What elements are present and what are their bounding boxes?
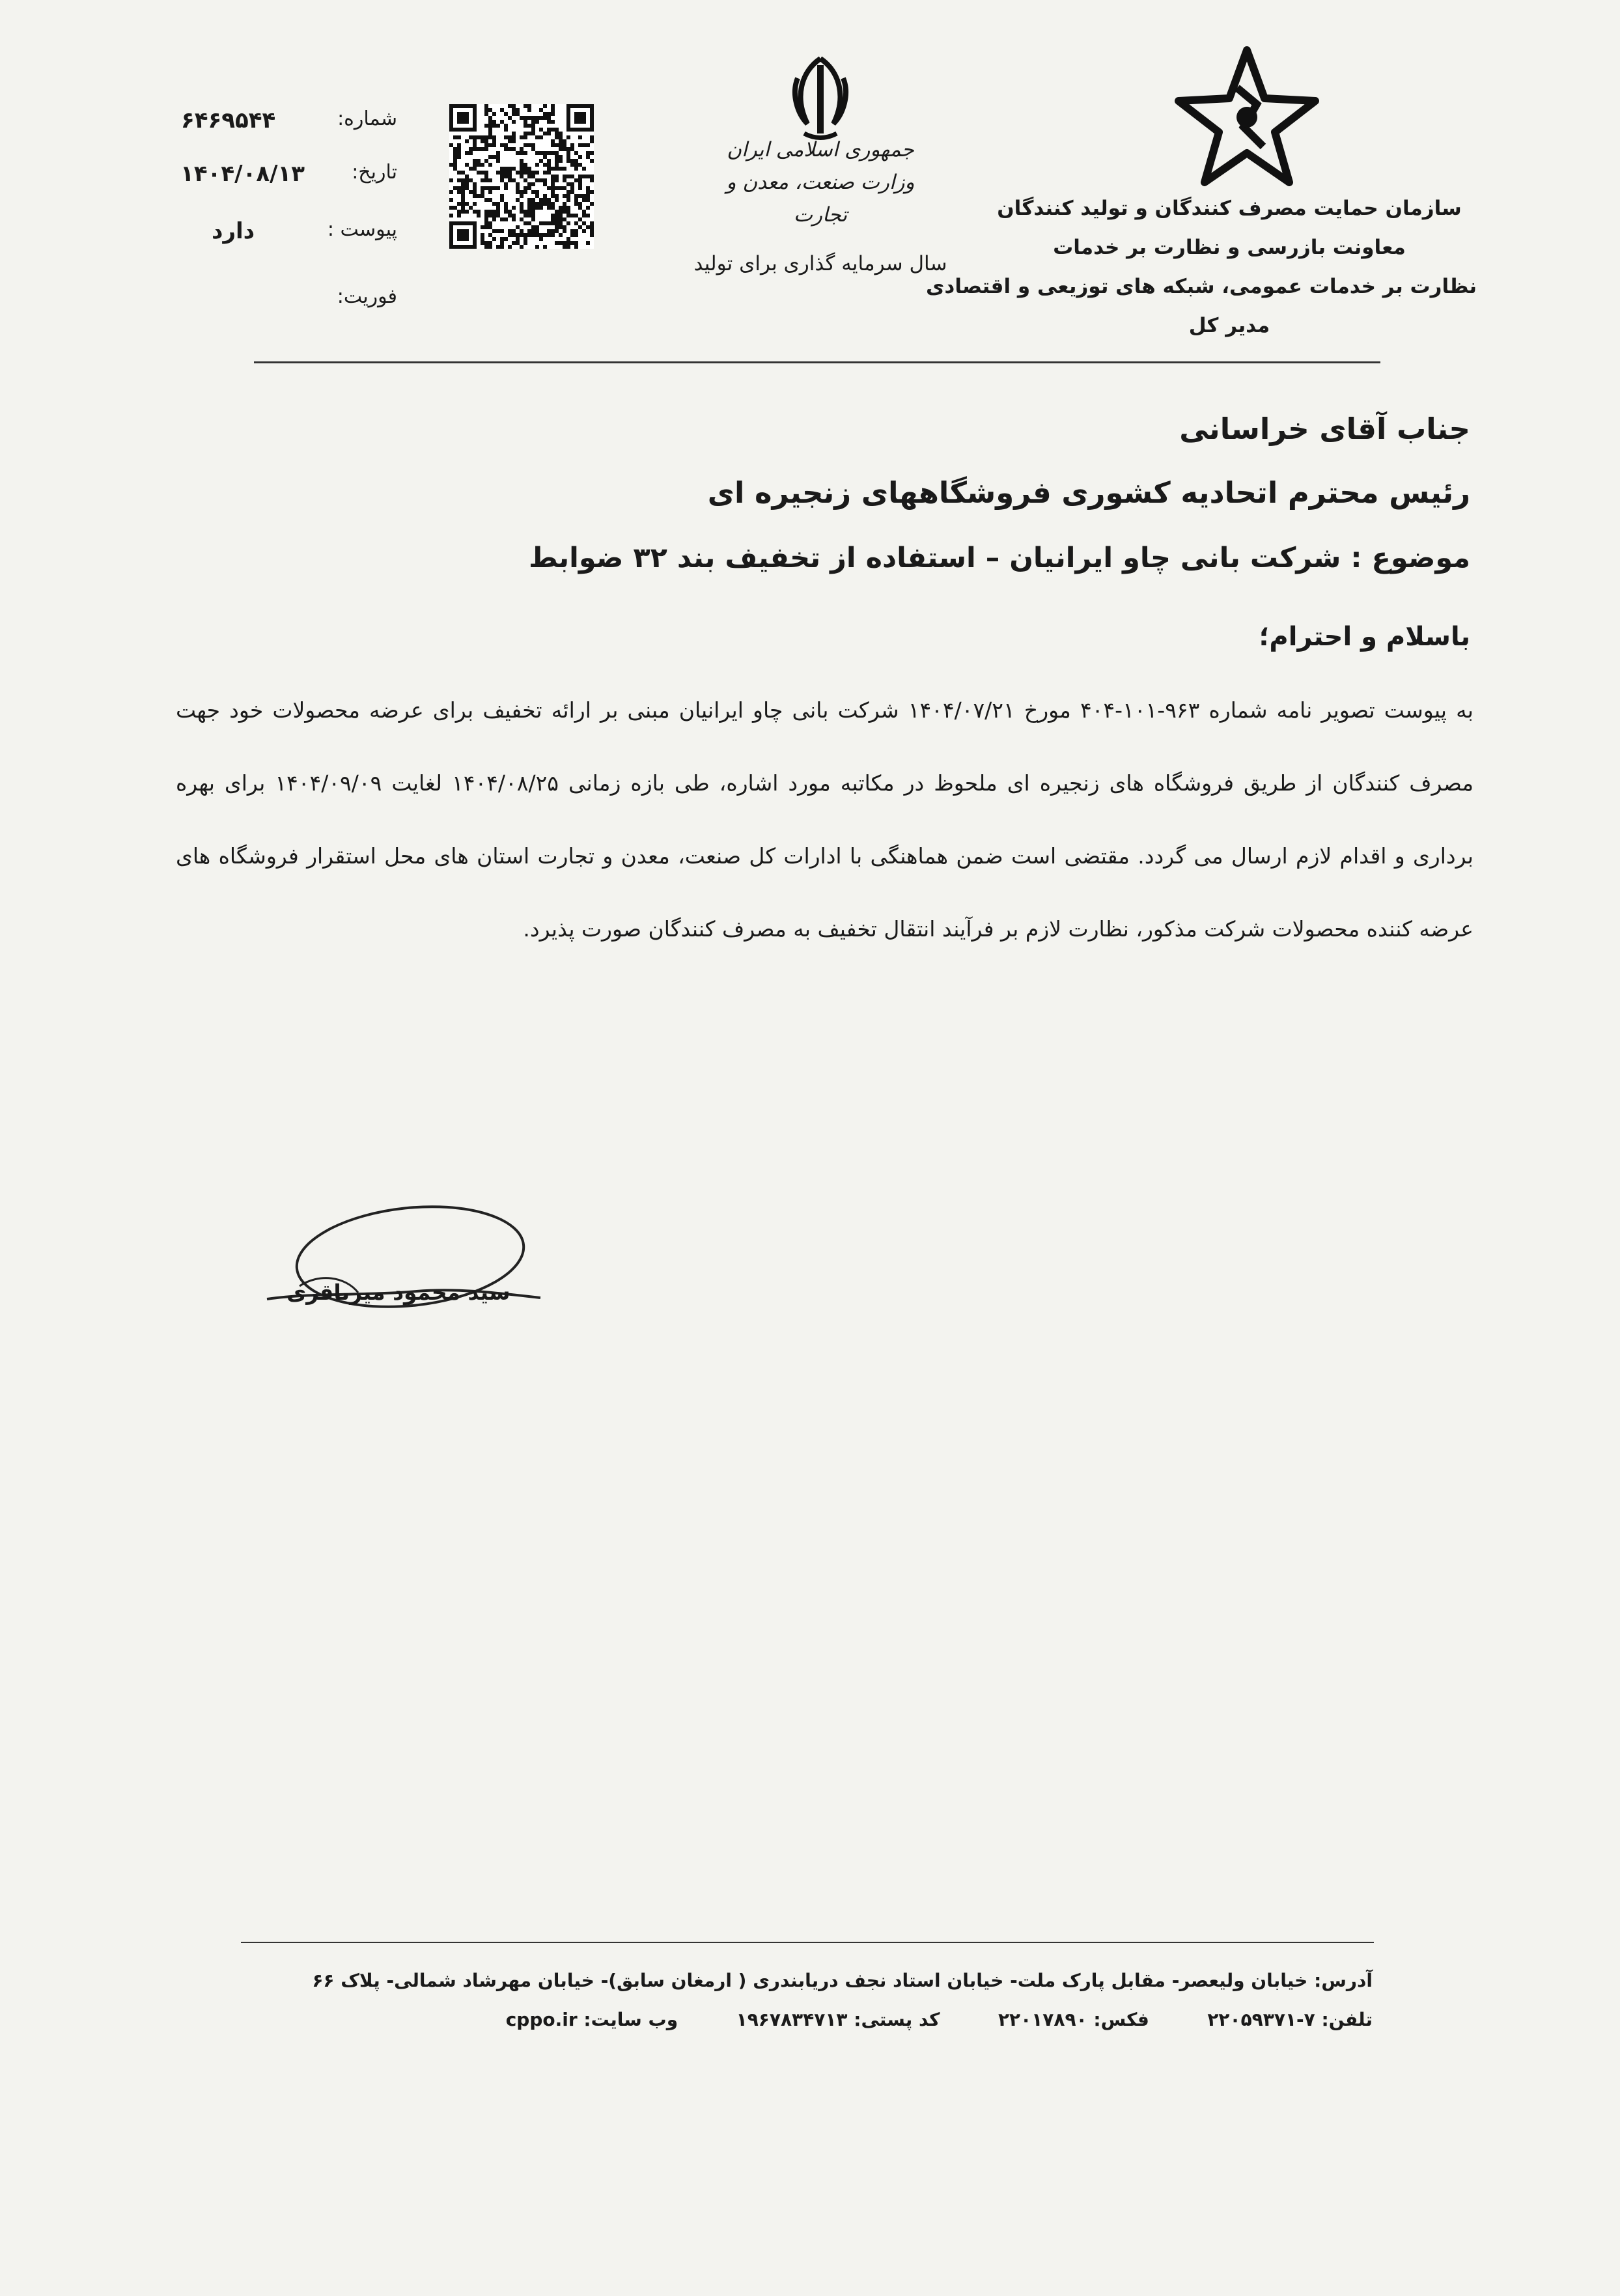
meta-date-row (150, 161, 397, 200)
organization-header (926, 189, 1477, 345)
ministry-name (710, 133, 931, 231)
org-line-1: سازمان حمایت مصرف کنندگان و تولید کنندگان (997, 197, 1462, 220)
meta-number-row (150, 107, 397, 147)
letter-subject: موضوع : شرکت بانی چاو ایرانیان – استفاده از تخفیف بند ۳۲ ضوابط (528, 542, 1470, 574)
national-emblem-icon (778, 52, 863, 143)
qr-code-icon (449, 104, 594, 249)
organization-star-logo-icon (1172, 42, 1322, 192)
year-slogan: سال سرمایه گذاری برای تولید (693, 252, 947, 275)
signature-icon (260, 1195, 573, 1338)
attachment-label: پیوست : (327, 218, 397, 241)
org-line-4: مدیر کل (1188, 314, 1270, 337)
footer-website-label: وب سایت: (583, 2009, 678, 2030)
meta-attachment-row (150, 218, 397, 257)
footer-phone: تلفن: ۷-۲۲۰۵۹۳۷۱ (1207, 2009, 1373, 2030)
addressee-title: رئیس محترم اتحادیه کشوری فروشگاههای زنجیره ای (707, 475, 1470, 510)
signer-name: سید محمود میرباقری (286, 1280, 510, 1305)
footer-website[interactable]: cppo.ir (505, 2009, 578, 2030)
ministry-line-1: جمهوری اسلامی ایران (727, 138, 914, 161)
letter-body: به پیوست تصویر نامه شماره ۹۶۳-۱۰۱-۴۰۴ مورخ ۱۴۰۴/۰۷/۲۱ شرکت بانی چاو ایرانیان مبنی بر ارائه تخفیف برای عرضه محصولات خود جهت مصرف کنندگان از طریق فروشگاه های زنجیره ای ملحوظ در مکاتبه مورد اشاره، طی بازه زمانی ۱۴۰۴/۰۸/۲۵ لغایت ۱۴۰۴/۰۹/۰۹ برای بهره برداری و اقدام لازم ارسال می گردد. مقتضی است ضمن هماهنگی با ادارات کل صنعت، معدن و تجارت استان های محل استقرار فروشگاه های عرضه کننده محصولات شرکت مذکور، نظارت لازم بر فرآیند انتقال تخفیف به مصرف کنندگان صورت پذیرد. (176, 697, 1473, 942)
addressee-name: جناب آقای خراسانی (1179, 412, 1470, 446)
footer-divider (241, 1942, 1374, 1943)
org-line-2: معاونت بازرسی و نظارت بر خدمات (1053, 236, 1406, 259)
number-label: شماره: (337, 107, 397, 130)
urgency-label: فوریت: (337, 285, 397, 308)
date-value: ۱۴۰۴/۰۸/۱۳ (180, 161, 305, 187)
footer-postal-code: کد پستی: ۱۹۶۷۸۳۴۷۱۳ (736, 2009, 940, 2030)
ministry-line-2: وزارت صنعت، معدن و تجارت (726, 171, 915, 227)
date-label: تاریخ: (352, 161, 397, 184)
letter-greeting: باسلام و احترام؛ (1259, 622, 1470, 652)
meta-urgency-row (150, 285, 397, 324)
footer-fax: فکس: ۲۲۰۱۷۸۹۰ (998, 2009, 1149, 2030)
org-line-3: نظارت بر خدمات عمومی، شبکه های توزیعی و اقتصادی (926, 275, 1477, 298)
footer-address: آدرس: خیابان ولیعصر- مقابل پارک ملت- خیابان استاد نجف دریابندری ( ارمغان سابق)- خیابان مهرشاد شمالی- پلاک ۶۶ (312, 1970, 1373, 1991)
attachment-value: دارد (212, 218, 255, 244)
header-divider (254, 361, 1380, 363)
addressee-block (708, 397, 1470, 525)
number-value: ۶۴۶۹۵۴۴ (181, 107, 276, 133)
letter-meta (150, 107, 397, 329)
footer-contacts (506, 2009, 1373, 2030)
